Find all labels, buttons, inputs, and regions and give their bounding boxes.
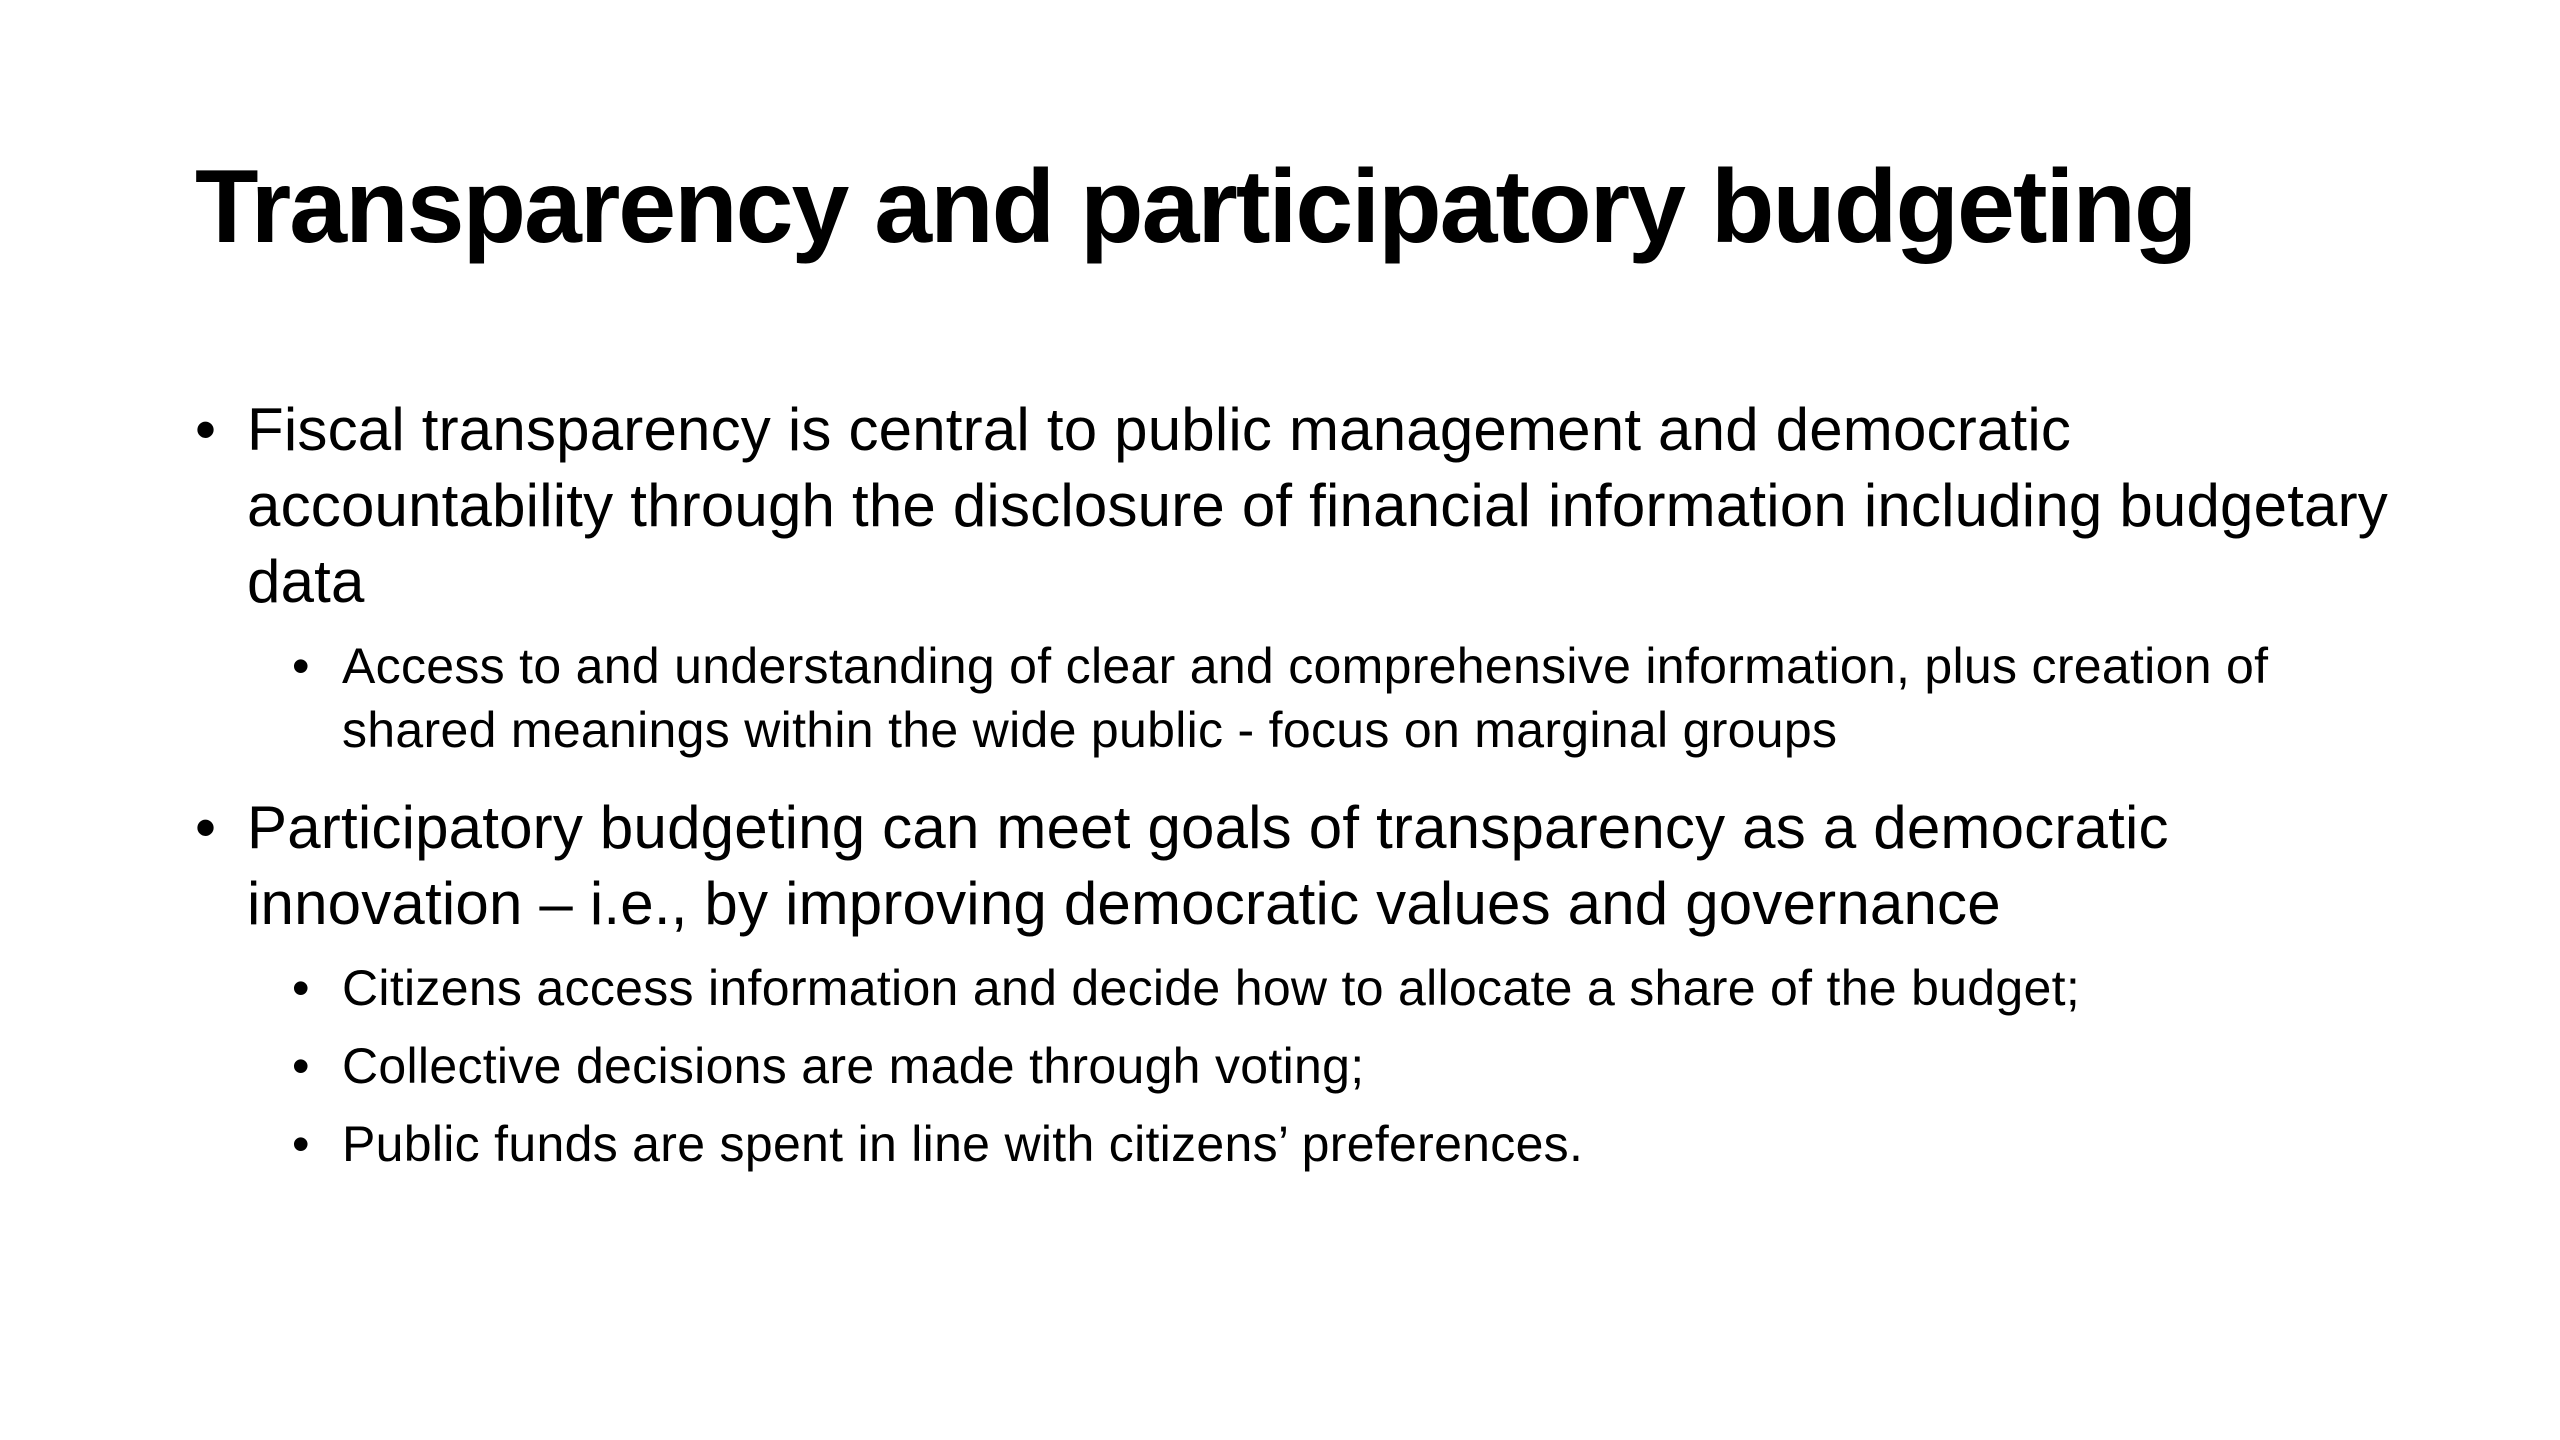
sub-bullet-item: [292, 956, 2435, 1020]
bullet-item: [195, 790, 2435, 1176]
sub-bullet-icon: •: [292, 1038, 310, 1094]
sub-bullet-item: [292, 1112, 2435, 1176]
sub-bullet-text: Collective decisions are made through voting;: [342, 1038, 1365, 1094]
bullet-item: [195, 392, 2435, 762]
bullet-text: Participatory budgeting can meet goals of transparency as a democratic innovation – i.e., by improving democratic values and governance: [247, 794, 2169, 937]
bullet-text: Fiscal transparency is central to public management and democratic accountability through the disclosure of financial information including budgetary data: [247, 396, 2389, 615]
sub-bullet-text: Access to and understanding of clear and comprehensive information, plus creation of shared meanings within the wide public - focus on marginal groups: [342, 638, 2269, 758]
sub-bullet-text: Citizens access information and decide how to allocate a share of the budget;: [342, 960, 2081, 1016]
sub-bullet-item: [292, 1034, 2435, 1098]
bullet-icon: •: [195, 794, 217, 861]
sub-bullet-item: [292, 634, 2435, 762]
sub-bullet-icon: •: [292, 960, 310, 1016]
bullet-list: [195, 392, 2435, 1190]
bullet-icon: •: [195, 396, 217, 463]
sub-bullet-list: [292, 634, 2435, 762]
sub-bullet-text: Public funds are spent in line with citizens’ preferences.: [342, 1116, 1584, 1172]
sub-bullet-list: [292, 956, 2435, 1176]
sub-bullet-icon: •: [292, 1116, 310, 1172]
slide-title: Transparency and participatory budgeting: [195, 149, 2196, 265]
sub-bullet-icon: •: [292, 638, 310, 694]
